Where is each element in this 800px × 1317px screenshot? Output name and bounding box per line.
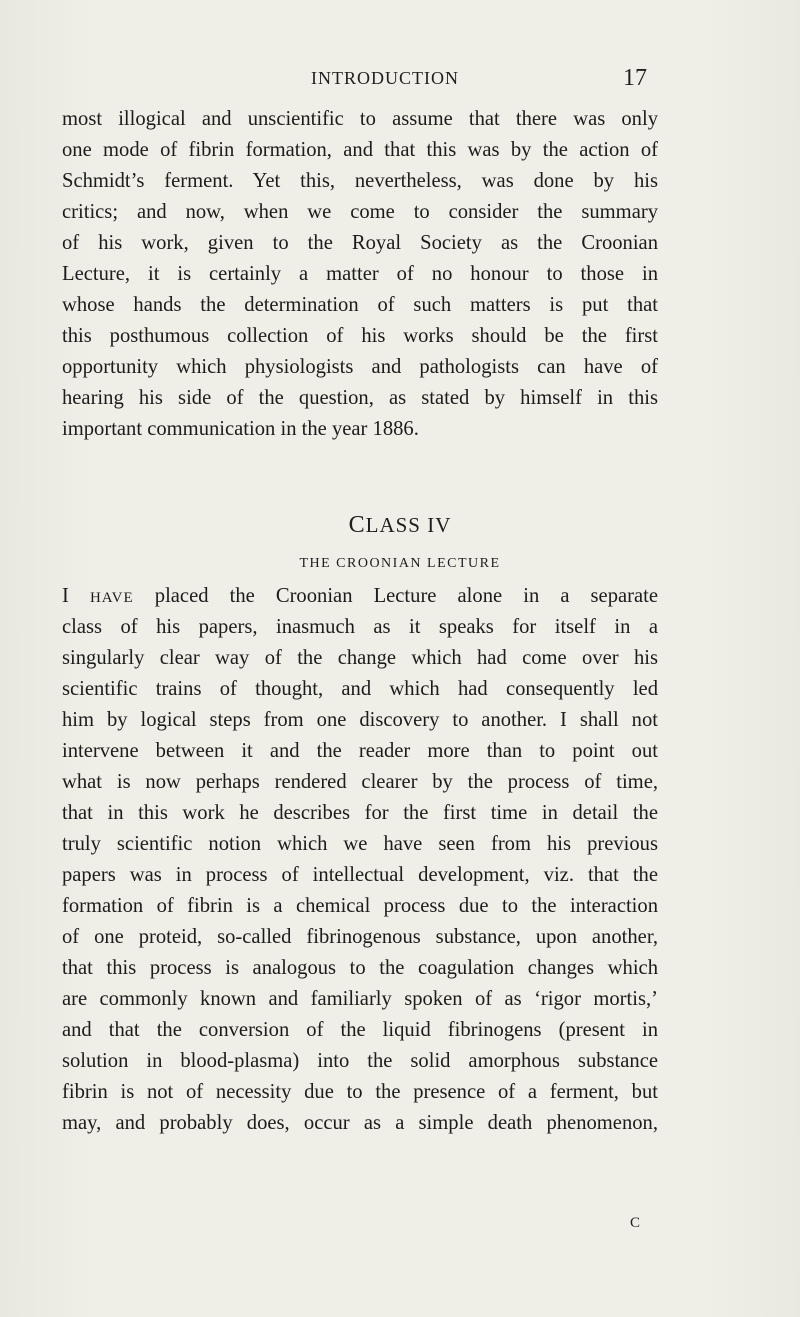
opening-letter: I [62, 585, 90, 607]
text-line: singularly clear way of the change which had come over his [62, 647, 658, 669]
text-line: papers was in process of intellectual development, viz. that the [62, 864, 658, 886]
text-line: may, and probably does, occur as a simple death phenomenon, [62, 1112, 658, 1134]
section-subheading: THE CROONIAN LECTURE [299, 556, 501, 571]
running-head-title: INTRODUCTION [311, 68, 459, 88]
paragraph-2 [62, 581, 658, 1139]
text-line: this posthumous collection of his works should be the first [62, 325, 658, 347]
text-line: and that the conversion of the liquid fibrinogens (present in [62, 1019, 658, 1041]
text-line: Schmidt’s ferment. Yet this, nevertheless, was done by his [62, 170, 658, 192]
text-line: him by logical steps from one discovery to another. I shall not [62, 709, 658, 731]
text-line: important communication in the year 1886. [62, 418, 419, 440]
text-line: hearing his side of the question, as stated by himself in this [62, 387, 658, 409]
opening-rest: placed the Croonian Lecture alone in a separate [133, 585, 658, 607]
text-line: what is now perhaps rendered clearer by the process of time, [62, 771, 658, 793]
section-heading-initial: C [348, 512, 366, 538]
text-line: whose hands the determination of such matters is put that [62, 294, 658, 316]
running-head [0, 65, 800, 98]
text-line: critics; and now, when we come to consider the summary [62, 201, 658, 223]
text-line: intervene between it and the reader more than to point out [62, 740, 658, 762]
text-line: of one proteid, so-called fibrinogenous substance, upon another, [62, 926, 658, 948]
section-heading-rest: LASS IV [365, 513, 452, 537]
text-line: formation of fibrin is a chemical process due to the interaction [62, 895, 658, 917]
text-line-first [62, 581, 658, 612]
text-line: truly scientific notion which we have seen from his previous [62, 833, 658, 855]
section-heading [0, 512, 800, 539]
text-line: opportunity which physiologists and pathologists can have of [62, 356, 658, 378]
opening-smallcaps: HAVE [89, 590, 134, 606]
text-line: scientific trains of thought, and which had consequently led [62, 678, 658, 700]
text-line: most illogical and unscientific to assume that there was only [62, 108, 658, 130]
text-line: one mode of fibrin formation, and that this was by the action of [62, 139, 658, 161]
paragraph-1 [62, 104, 658, 445]
text-line: class of his papers, inasmuch as it speaks for itself in a [62, 616, 658, 638]
text-line: solution in blood-plasma) into the solid amorphous substance [62, 1050, 658, 1072]
text-line: that in this work he describes for the first time in detail the [62, 802, 658, 824]
signature-mark: C [630, 1215, 641, 1231]
text-line: are commonly known and familiarly spoken of as ‘rigor mortis,’ [62, 988, 658, 1010]
text-line: that this process is analogous to the coagulation changes which [62, 957, 658, 979]
text-line: of his work, given to the Royal Society as the Croonian [62, 232, 658, 254]
text-line: fibrin is not of necessity due to the presence of a ferment, but [62, 1081, 658, 1103]
page-number: 17 [623, 65, 647, 91]
text-line: Lecture, it is certainly a matter of no honour to those in [62, 263, 658, 285]
